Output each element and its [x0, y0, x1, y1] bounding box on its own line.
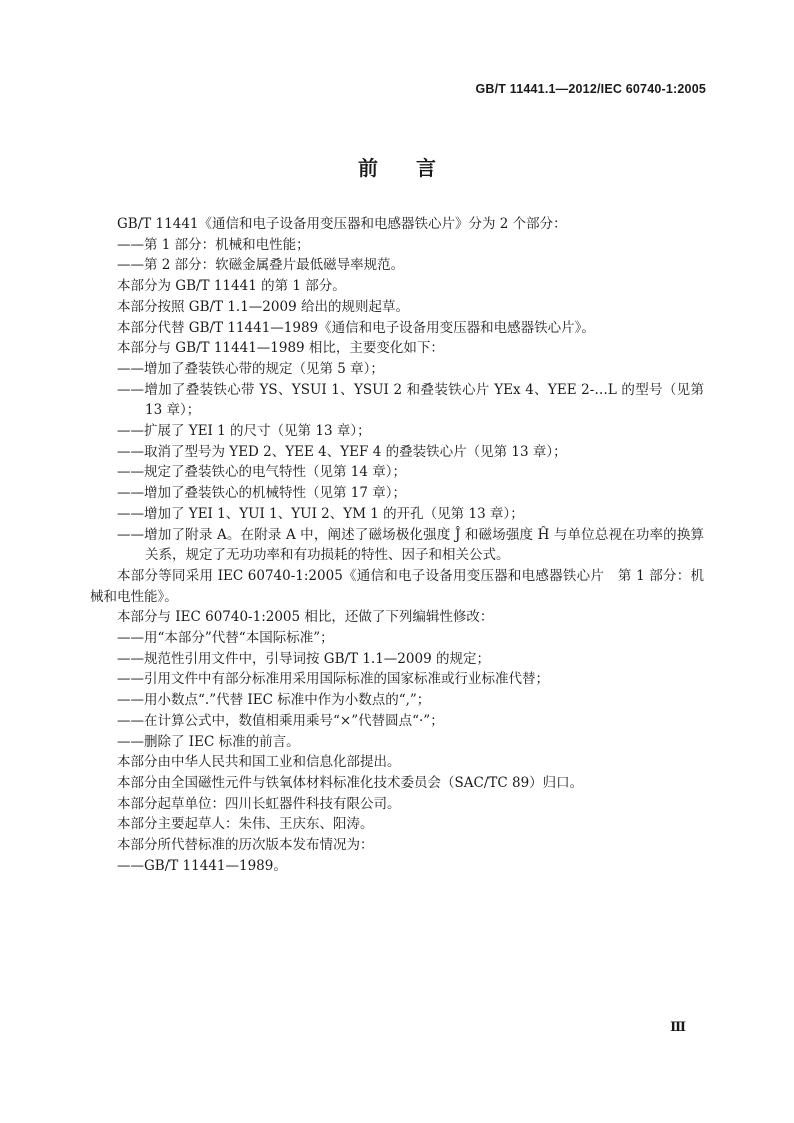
- list-item: ——删除了 IEC 标准的前言。: [117, 733, 300, 750]
- paragraph: GB/T 11441《通信和电子设备用变压器和电感器铁心片》分为 2 个部分：: [117, 216, 567, 232]
- list-item: ——扩展了 YEI 1 的尺寸（见第 13 章）；: [117, 423, 371, 440]
- paragraph: 本部分代替 GB/T 11441—1989《通信和电子设备用变压器和电感器铁心片》。: [117, 319, 595, 336]
- list-item: ——取消了型号为 YED 2、YEE 4、YEF 4 的叠装铁心片（见第 13 章）；: [117, 443, 567, 460]
- list-item: ——增加了 YEI 1、YUI 1、YUI 2、YM 1 的开孔（见第 13 章）；: [117, 505, 524, 522]
- page-title: 前言: [358, 156, 474, 180]
- paragraph: 本部分等同采用 IEC 60740-1:2005《通信和电子设备用变压器和电感器铁心片 第 1 部分：机械和电性能》。: [90, 567, 704, 605]
- list-item: ——规定了叠装铁心的电气特性（见第 14 章）；: [117, 464, 407, 481]
- list-item: ——用“本部分”代替“本国际标准”；: [117, 630, 334, 647]
- paragraph: 本部分由全国磁性元件与铁氧体材料标准化技术委员会（SAC/TC 89）归口。: [117, 774, 584, 791]
- list-item: ——用小数点“.”代替 IEC 标准中作为小数点的“,”；: [117, 692, 431, 709]
- paragraph: 本部分由中华人民共和国工业和信息化部提出。: [117, 754, 401, 771]
- paragraph: 本部分所代替标准的历次版本发布情况为：: [117, 837, 374, 854]
- list-item: ——在计算公式中，数值相乘用乘号“×”代替圆点“·”；: [117, 712, 444, 729]
- list-item: ——增加了叠装铁心带 YS、YSUI 1、YSUI 2 和叠装铁心片 YEx 4、YEE 2-…L 的型号（见第 13 章）；: [117, 381, 704, 419]
- paragraph: 本部分与 GB/T 11441—1989 相比，主要变化如下：: [117, 340, 444, 357]
- paragraph: 本部分与 IEC 60740-1:2005 相比，还做了下列编辑性修改：: [117, 609, 494, 626]
- list-item: ——第 2 部分：软磁金属叠片最低磁导率规范。: [117, 257, 405, 274]
- list-item: ——规范性引用文件中，引导词按 GB/T 1.1—2009 的规定；: [117, 650, 490, 667]
- paragraph: 本部分按照 GB/T 1.1—2009 给出的规则起草。: [117, 298, 409, 315]
- list-item: ——引用文件中有部分标准用采用国际标准的国家标准或行业标准代替；: [117, 671, 549, 688]
- paragraph: 本部分主要起草人：朱伟、王庆东、阳涛。: [117, 816, 374, 833]
- foreword-body: [90, 214, 704, 877]
- list-item: ——第 1 部分：机械和电性能；: [117, 236, 310, 253]
- list-item: ——增加了附录 A。在附录 A 中，阐述了磁场极化强度 Ĵ 和磁场强度 Ĥ 与单位总视在功率的换算关系，规定了无功功率和有功损耗的特性、因子和相关公式。: [117, 526, 704, 564]
- paragraph: 本部分为 GB/T 11441 的第 1 部分。: [117, 278, 346, 295]
- list-item: ——GB/T 11441—1989。: [117, 857, 287, 874]
- paragraph: 本部分起草单位：四川长虹器件科技有限公司。: [117, 795, 401, 812]
- list-item: ——增加了叠装铁心带的规定（见第 5 章）；: [117, 360, 384, 377]
- document-code-header: GB/T 11441.1—2012/IEC 60740-1:2005: [475, 82, 706, 96]
- list-item: ——增加了叠装铁心的机械特性（见第 17 章）；: [117, 485, 407, 502]
- page-number: Ⅲ: [670, 1020, 686, 1035]
